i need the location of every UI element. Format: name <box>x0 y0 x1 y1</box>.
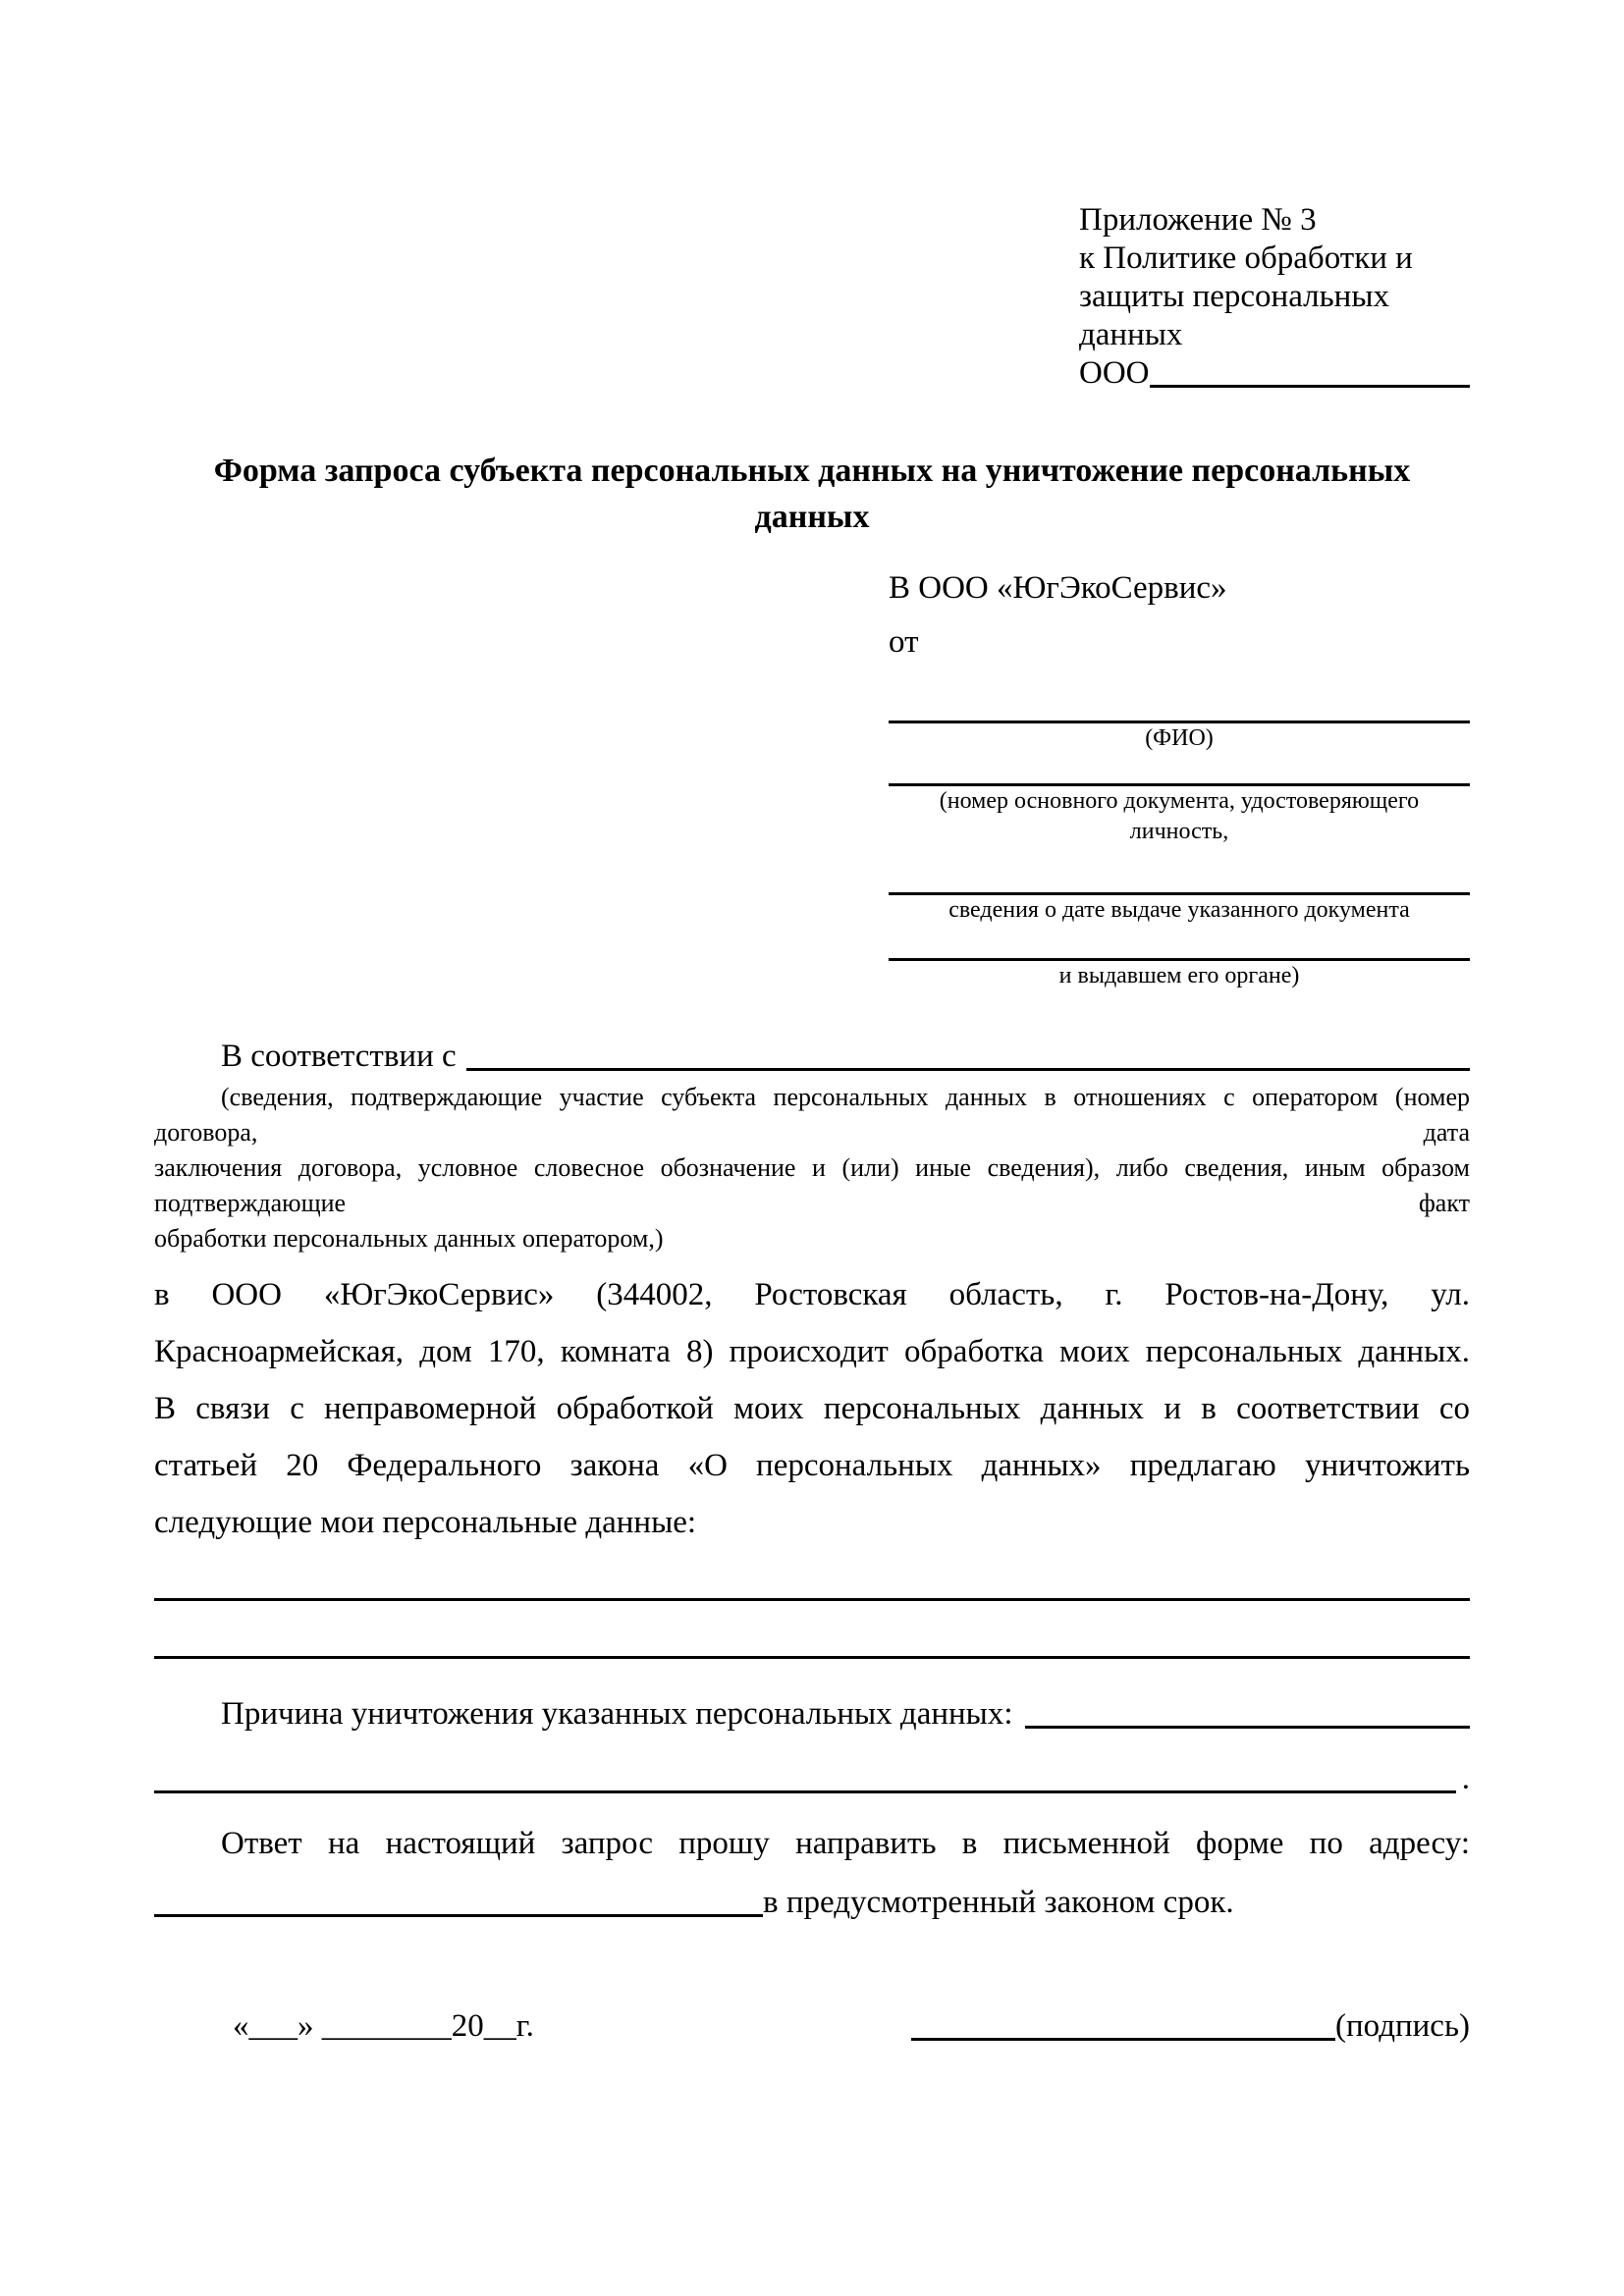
signature-caption: (подпись) <box>1335 2008 1470 2044</box>
signature-line <box>911 2038 1335 2041</box>
explanatory-note-line: (сведения, подтверждающие участие субъекта персональных данных в отношениях с оператором (номер договора, дата <box>154 1083 1470 1147</box>
body-line: В связи с неправомерной обработкой моих персональных данных и в соответствии со <box>154 1391 1470 1426</box>
body-line: в ООО «ЮгЭкоСервис» (344002, Ростовская область, г. Ростов-на-Дону, ул. <box>154 1277 1470 1312</box>
reason-continuation-line <box>154 1790 1456 1793</box>
reason-label: Причина уничтожения указанных персональных данных: <box>221 1696 1013 1732</box>
blank-fill-line-2 <box>154 1656 1470 1659</box>
body-paragraph <box>154 1266 1470 1551</box>
from-label: от <box>889 624 919 660</box>
reason-continuation-row <box>154 1759 1470 1798</box>
accordance-row <box>154 1037 1470 1076</box>
form-title: Форма запроса субъекта персональных данных на уничтожение персональных данных <box>213 453 1411 535</box>
fio-caption: (ФИО) <box>1145 725 1214 751</box>
issuer-caption: и выдавшем его органе) <box>1058 963 1300 988</box>
address-fill-line <box>154 1914 763 1917</box>
explanatory-note <box>154 1080 1470 1256</box>
addressee-block <box>889 569 1470 991</box>
footer-row <box>154 2006 1470 2046</box>
accordance-fill-line <box>466 1068 1470 1071</box>
explanatory-note-line: заключения договора, условное словесное обозначение и (или) иные сведения), либо сведения, иным образом подтверждающие факт <box>154 1153 1470 1217</box>
appendix-note-line: к Политике обработки и <box>1079 240 1413 276</box>
appendix-note-line: защиты персональных данных <box>1079 279 1389 352</box>
body-line: Красноармейская, дом 170, комната 8) происходит обработка моих персональных данных. <box>154 1334 1470 1369</box>
appendix-note <box>1079 201 1470 393</box>
org-blank-line <box>1079 354 1470 393</box>
date-blank: «___» ________20__г. <box>233 2008 534 2044</box>
org-label: ООО <box>1079 355 1150 391</box>
explanatory-note-line: обработки персональных данных оператором,) <box>154 1224 664 1253</box>
blank-fill-line-1 <box>154 1598 1470 1601</box>
issue-date-caption: сведения о дате выдаче указанного документа <box>948 897 1410 923</box>
signature-group <box>911 2006 1470 2046</box>
body-line: статьей 20 Федерального закона «О персональных данных» предлагаю уничтожить <box>154 1448 1470 1483</box>
answer-deadline-text: в предусмотренный законом срок. <box>763 1885 1234 1920</box>
doc-number-caption: (номер основного документа, удостоверяющего личность, <box>939 788 1420 844</box>
org-fill-line <box>1150 354 1471 388</box>
answer-address-row <box>154 1883 1470 1922</box>
body-line: следующие мои персональные данные: <box>154 1505 697 1540</box>
sentence-period: . <box>1461 1761 1470 1796</box>
reason-fill-line <box>1025 1726 1470 1729</box>
reason-row <box>154 1694 1470 1734</box>
accordance-lead: В соответствии с <box>221 1039 457 1074</box>
appendix-note-line: Приложение № 3 <box>1079 202 1317 238</box>
answer-line: Ответ на настоящий запрос прошу направить в письменной форме по адресу: <box>221 1826 1470 1861</box>
addressee-org: В ООО «ЮгЭкоСервис» <box>889 570 1227 606</box>
